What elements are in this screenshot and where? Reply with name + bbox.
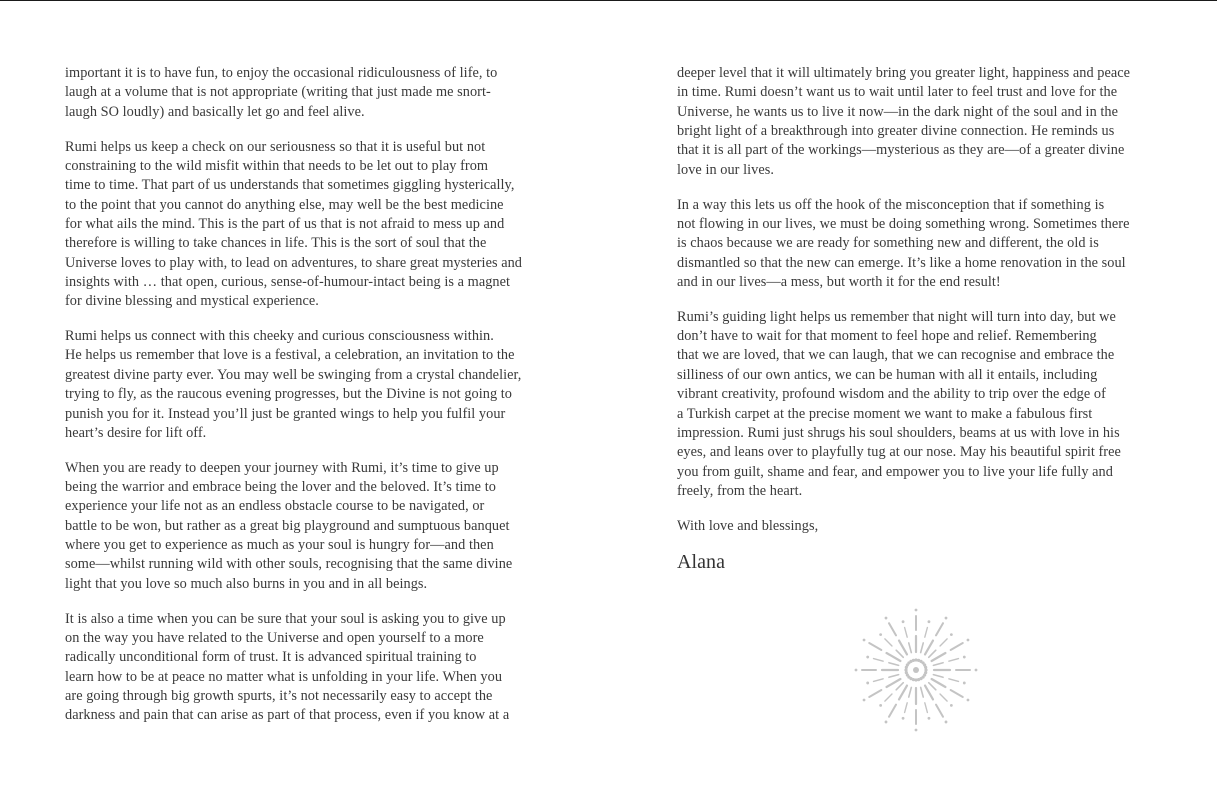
- left-paragraph-3: Rumi helps us connect with this cheeky and curious consciousness within. He helps us remember that love is a festival, a celebration, an invitation to the greatest divine party ever. You may well be swinging from a crystal chandelier, trying to fly, as the raucous evening progresses, but the Divine is not going to punish you for it. Instead you’ll just be granted wings to help you fulfil your heart’s desire for lift off.: [65, 328, 522, 441]
- left-paragraph-5: It is also a time when you can be sure that your soul is asking you to give up on the way you have related to the Universe and open yourself to a more radically unconditional form of trust. It is advanced spiritual training to learn how to be at peace no matter what is unfolding in your life. When you are going through big growth spurts, it’s not necessarily easy to accept the darkness and pain that can arise as part of that process, even if you know at a: [65, 610, 510, 724]
- left-paragraph-2: Rumi helps us keep a check on our seriousness so that it is useful but not constraining to the wild misfit within that needs to be let out to play from time to time. That part of us understands that sometimes giggling hysterically, to the point that you cannot do anything else, may well be the best medicine for what ails the mind. This is the part of us that is not afraid to mess up and therefore is willing to take chances in life. This is the sort of soul that the Universe loves to play with, to lead on adventures, to share great mysteries and insights with … that open, curious, sense-of-humour-intact being is a magnet for divine blessing and mystical experience.: [65, 138, 523, 310]
- left-page-text: [65, 64, 545, 741]
- right-page-text: [677, 64, 1153, 574]
- closing-salutation: With love and blessings,: [677, 517, 819, 534]
- left-paragraph-1: important it is to have fun, to enjoy the occasional ridiculousness of life, to laugh at a volume that is not appropriate (writing that just made me snort- laugh SO loudly) and basically let go and feel alive.: [65, 65, 498, 120]
- top-border-rule: [0, 0, 1217, 1]
- right-paragraph-1: deeper level that it will ultimately bring you greater light, happiness and peace in time. Rumi doesn’t want us to wait until later to feel trust and love for the Universe, he wants us to live it now—in the dark night of the soul and in the bright light of a breakthrough into greater divine connection. He reminds us that it is all part of the workings—mysterious as they are—of a greater divine love in our lives.: [677, 65, 1131, 178]
- left-paragraph-4: When you are ready to deepen your journey with Rumi, it’s time to give up being the warrior and embrace being the lover and the beloved. It’s time to experience your life not as an endless obstacle course to be navigated, or battle to be won, but rather as a great big playground and sumptuous banquet where you get to experience as much as your soul is hungry for—and then some—whilst running wild with other souls, recognising that the same divine light that you love so much also burns in you and in all beings.: [65, 459, 513, 592]
- right-paragraph-3: Rumi’s guiding light helps us remember that night will turn into day, but we don’t have to wait for that moment to feel hope and relief. Remembering that we are loved, that we can laugh, that we can recognise and embrace the silliness of our own antics, we can be human with all it entails, including vibrant creativity, profound wisdom and the ability to trip over the edge of a Turkish carpet at the precise moment we want to make a fabulous first impression. Rumi just shrugs his soul shoulders, beams at us with love in his eyes, and leans over to playfully tug at our nose. May his beautiful spirit free you from guilt, shame and fear, and empower you to live your life fully and freely, from the heart.: [677, 308, 1121, 499]
- author-signature: Alana: [677, 550, 726, 573]
- starburst-ornament-icon: [850, 606, 982, 734]
- right-paragraph-2: In a way this lets us off the hook of the misconception that if something is not flowing in our lives, we must be doing something wrong. Sometimes there is chaos because we are ready for something new and different, the old is dismantled so that the new can emerge. It’s like a home renovation in the soul and in our lives—a mess, but worth it for the end result!: [677, 196, 1130, 290]
